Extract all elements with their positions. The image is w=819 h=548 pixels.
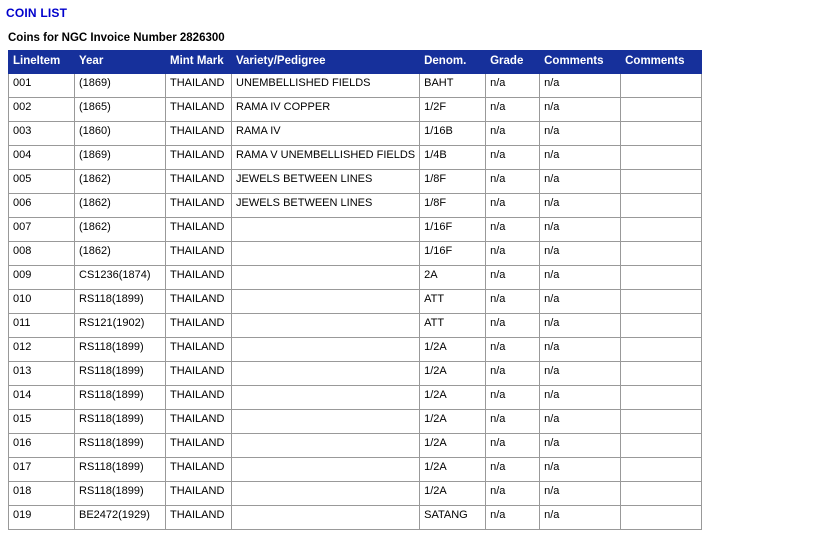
cell-lineitem: 009	[9, 266, 75, 290]
cell-year: (1865)	[75, 98, 166, 122]
cell-comments-1: n/a	[540, 170, 621, 194]
cell-comments-2	[621, 290, 702, 314]
cell-lineitem: 016	[9, 434, 75, 458]
cell-grade: n/a	[486, 170, 540, 194]
cell-grade: n/a	[486, 434, 540, 458]
cell-year: RS118(1899)	[75, 434, 166, 458]
cell-denom: 1/2A	[420, 458, 486, 482]
table-row	[9, 242, 702, 266]
cell-comments-1: n/a	[540, 290, 621, 314]
table-row	[9, 74, 702, 98]
table-row	[9, 146, 702, 170]
cell-year: CS1236(1874)	[75, 266, 166, 290]
column-header-variety-pedigree: Variety/Pedigree	[232, 51, 420, 74]
cell-comments-2	[621, 314, 702, 338]
column-header-grade: Grade	[486, 51, 540, 74]
cell-mint-mark: THAILAND	[166, 98, 232, 122]
cell-variety-pedigree	[232, 410, 420, 434]
cell-comments-1: n/a	[540, 266, 621, 290]
cell-variety-pedigree	[232, 290, 420, 314]
cell-mint-mark: THAILAND	[166, 290, 232, 314]
cell-comments-2	[621, 410, 702, 434]
cell-comments-1: n/a	[540, 122, 621, 146]
cell-lineitem: 006	[9, 194, 75, 218]
cell-lineitem: 017	[9, 458, 75, 482]
cell-mint-mark: THAILAND	[166, 506, 232, 530]
cell-year: RS118(1899)	[75, 482, 166, 506]
cell-grade: n/a	[486, 74, 540, 98]
cell-year: RS118(1899)	[75, 290, 166, 314]
column-header-mint-mark: Mint Mark	[166, 51, 232, 74]
table-row	[9, 362, 702, 386]
cell-year: RS121(1902)	[75, 314, 166, 338]
cell-grade: n/a	[486, 386, 540, 410]
cell-year: RS118(1899)	[75, 410, 166, 434]
table-row	[9, 506, 702, 530]
cell-comments-2	[621, 122, 702, 146]
cell-mint-mark: THAILAND	[166, 170, 232, 194]
cell-comments-1: n/a	[540, 146, 621, 170]
cell-comments-2	[621, 194, 702, 218]
cell-comments-2	[621, 338, 702, 362]
cell-mint-mark: THAILAND	[166, 410, 232, 434]
cell-mint-mark: THAILAND	[166, 386, 232, 410]
column-header-year: Year	[75, 51, 166, 74]
cell-mint-mark: THAILAND	[166, 122, 232, 146]
cell-comments-2	[621, 218, 702, 242]
table-row	[9, 482, 702, 506]
cell-denom: ATT	[420, 290, 486, 314]
cell-lineitem: 015	[9, 410, 75, 434]
cell-comments-2	[621, 482, 702, 506]
cell-denom: 1/2A	[420, 410, 486, 434]
cell-comments-2	[621, 98, 702, 122]
table-row	[9, 290, 702, 314]
cell-grade: n/a	[486, 410, 540, 434]
cell-year: (1862)	[75, 194, 166, 218]
cell-lineitem: 014	[9, 386, 75, 410]
cell-comments-2	[621, 362, 702, 386]
cell-comments-1: n/a	[540, 482, 621, 506]
cell-variety-pedigree: RAMA IV COPPER	[232, 98, 420, 122]
cell-denom: 1/8F	[420, 170, 486, 194]
cell-comments-2	[621, 434, 702, 458]
cell-comments-1: n/a	[540, 98, 621, 122]
cell-grade: n/a	[486, 242, 540, 266]
column-header-denom: Denom.	[420, 51, 486, 74]
cell-lineitem: 010	[9, 290, 75, 314]
cell-denom: 1/8F	[420, 194, 486, 218]
cell-lineitem: 013	[9, 362, 75, 386]
table-row	[9, 194, 702, 218]
page-title: COIN LIST	[6, 6, 68, 20]
cell-comments-2	[621, 506, 702, 530]
cell-comments-2	[621, 386, 702, 410]
cell-mint-mark: THAILAND	[166, 338, 232, 362]
cell-grade: n/a	[486, 290, 540, 314]
table-row	[9, 434, 702, 458]
cell-mint-mark: THAILAND	[166, 242, 232, 266]
cell-mint-mark: THAILAND	[166, 314, 232, 338]
cell-comments-1: n/a	[540, 338, 621, 362]
cell-lineitem: 012	[9, 338, 75, 362]
cell-comments-1: n/a	[540, 314, 621, 338]
cell-grade: n/a	[486, 146, 540, 170]
cell-year: (1862)	[75, 242, 166, 266]
cell-comments-1: n/a	[540, 434, 621, 458]
table-row	[9, 458, 702, 482]
cell-mint-mark: THAILAND	[166, 194, 232, 218]
cell-variety-pedigree	[232, 266, 420, 290]
cell-lineitem: 004	[9, 146, 75, 170]
table-row	[9, 338, 702, 362]
coin-list-table	[8, 50, 702, 530]
cell-comments-2	[621, 74, 702, 98]
table-row	[9, 386, 702, 410]
cell-mint-mark: THAILAND	[166, 434, 232, 458]
cell-comments-1: n/a	[540, 386, 621, 410]
cell-grade: n/a	[486, 458, 540, 482]
cell-grade: n/a	[486, 338, 540, 362]
cell-comments-1: n/a	[540, 458, 621, 482]
cell-year: BE2472(1929)	[75, 506, 166, 530]
cell-variety-pedigree	[232, 434, 420, 458]
cell-grade: n/a	[486, 482, 540, 506]
cell-denom: 1/2A	[420, 482, 486, 506]
cell-variety-pedigree: UNEMBELLISHED FIELDS	[232, 74, 420, 98]
cell-variety-pedigree: RAMA IV	[232, 122, 420, 146]
cell-denom: 1/2A	[420, 386, 486, 410]
cell-lineitem: 019	[9, 506, 75, 530]
cell-variety-pedigree	[232, 314, 420, 338]
cell-grade: n/a	[486, 218, 540, 242]
cell-variety-pedigree: JEWELS BETWEEN LINES	[232, 170, 420, 194]
cell-comments-2	[621, 146, 702, 170]
cell-variety-pedigree	[232, 386, 420, 410]
cell-mint-mark: THAILAND	[166, 146, 232, 170]
cell-mint-mark: THAILAND	[166, 362, 232, 386]
cell-variety-pedigree: JEWELS BETWEEN LINES	[232, 194, 420, 218]
cell-lineitem: 018	[9, 482, 75, 506]
cell-comments-1: n/a	[540, 194, 621, 218]
cell-lineitem: 001	[9, 74, 75, 98]
cell-grade: n/a	[486, 194, 540, 218]
cell-year: RS118(1899)	[75, 362, 166, 386]
table-row	[9, 170, 702, 194]
cell-year: RS118(1899)	[75, 386, 166, 410]
cell-year: RS118(1899)	[75, 458, 166, 482]
cell-year: RS118(1899)	[75, 338, 166, 362]
cell-year: (1862)	[75, 218, 166, 242]
cell-mint-mark: THAILAND	[166, 74, 232, 98]
cell-mint-mark: THAILAND	[166, 458, 232, 482]
table-row	[9, 98, 702, 122]
table-body	[9, 74, 702, 530]
cell-comments-1: n/a	[540, 410, 621, 434]
cell-denom: ATT	[420, 314, 486, 338]
invoice-subtitle: Coins for NGC Invoice Number 2826300	[8, 32, 225, 44]
cell-grade: n/a	[486, 506, 540, 530]
cell-comments-2	[621, 170, 702, 194]
cell-denom: 1/2A	[420, 434, 486, 458]
table-header-row	[9, 51, 702, 74]
cell-mint-mark: THAILAND	[166, 482, 232, 506]
cell-comments-1: n/a	[540, 362, 621, 386]
cell-lineitem: 011	[9, 314, 75, 338]
cell-mint-mark: THAILAND	[166, 266, 232, 290]
cell-grade: n/a	[486, 98, 540, 122]
cell-denom: 1/2F	[420, 98, 486, 122]
cell-lineitem: 005	[9, 170, 75, 194]
cell-variety-pedigree	[232, 362, 420, 386]
column-header-comments-1: Comments	[540, 51, 621, 74]
cell-denom: 1/2A	[420, 362, 486, 386]
table-row	[9, 314, 702, 338]
cell-year: (1862)	[75, 170, 166, 194]
cell-comments-1: n/a	[540, 242, 621, 266]
column-header-comments-2: Comments	[621, 51, 702, 74]
cell-comments-1: n/a	[540, 506, 621, 530]
cell-lineitem: 002	[9, 98, 75, 122]
cell-grade: n/a	[486, 314, 540, 338]
cell-comments-1: n/a	[540, 74, 621, 98]
table-row	[9, 218, 702, 242]
cell-variety-pedigree	[232, 338, 420, 362]
cell-denom: 1/16F	[420, 242, 486, 266]
cell-denom: 1/16B	[420, 122, 486, 146]
table-header	[9, 51, 702, 74]
cell-lineitem: 003	[9, 122, 75, 146]
cell-grade: n/a	[486, 362, 540, 386]
cell-year: (1869)	[75, 146, 166, 170]
cell-denom: 1/16F	[420, 218, 486, 242]
cell-lineitem: 008	[9, 242, 75, 266]
column-header-lineitem: LineItem	[9, 51, 75, 74]
cell-denom: 1/4B	[420, 146, 486, 170]
cell-comments-2	[621, 266, 702, 290]
cell-denom: 1/2A	[420, 338, 486, 362]
cell-variety-pedigree	[232, 506, 420, 530]
cell-denom: 2A	[420, 266, 486, 290]
cell-variety-pedigree	[232, 458, 420, 482]
cell-variety-pedigree	[232, 218, 420, 242]
cell-year: (1869)	[75, 74, 166, 98]
cell-mint-mark: THAILAND	[166, 218, 232, 242]
cell-variety-pedigree	[232, 242, 420, 266]
cell-denom: SATANG	[420, 506, 486, 530]
cell-comments-1: n/a	[540, 218, 621, 242]
cell-denom: BAHT	[420, 74, 486, 98]
cell-comments-2	[621, 458, 702, 482]
cell-comments-2	[621, 242, 702, 266]
cell-variety-pedigree: RAMA V UNEMBELLISHED FIELDS	[232, 146, 420, 170]
cell-variety-pedigree	[232, 482, 420, 506]
cell-lineitem: 007	[9, 218, 75, 242]
cell-year: (1860)	[75, 122, 166, 146]
cell-grade: n/a	[486, 122, 540, 146]
table-row	[9, 266, 702, 290]
table-row	[9, 122, 702, 146]
cell-grade: n/a	[486, 266, 540, 290]
table-row	[9, 410, 702, 434]
